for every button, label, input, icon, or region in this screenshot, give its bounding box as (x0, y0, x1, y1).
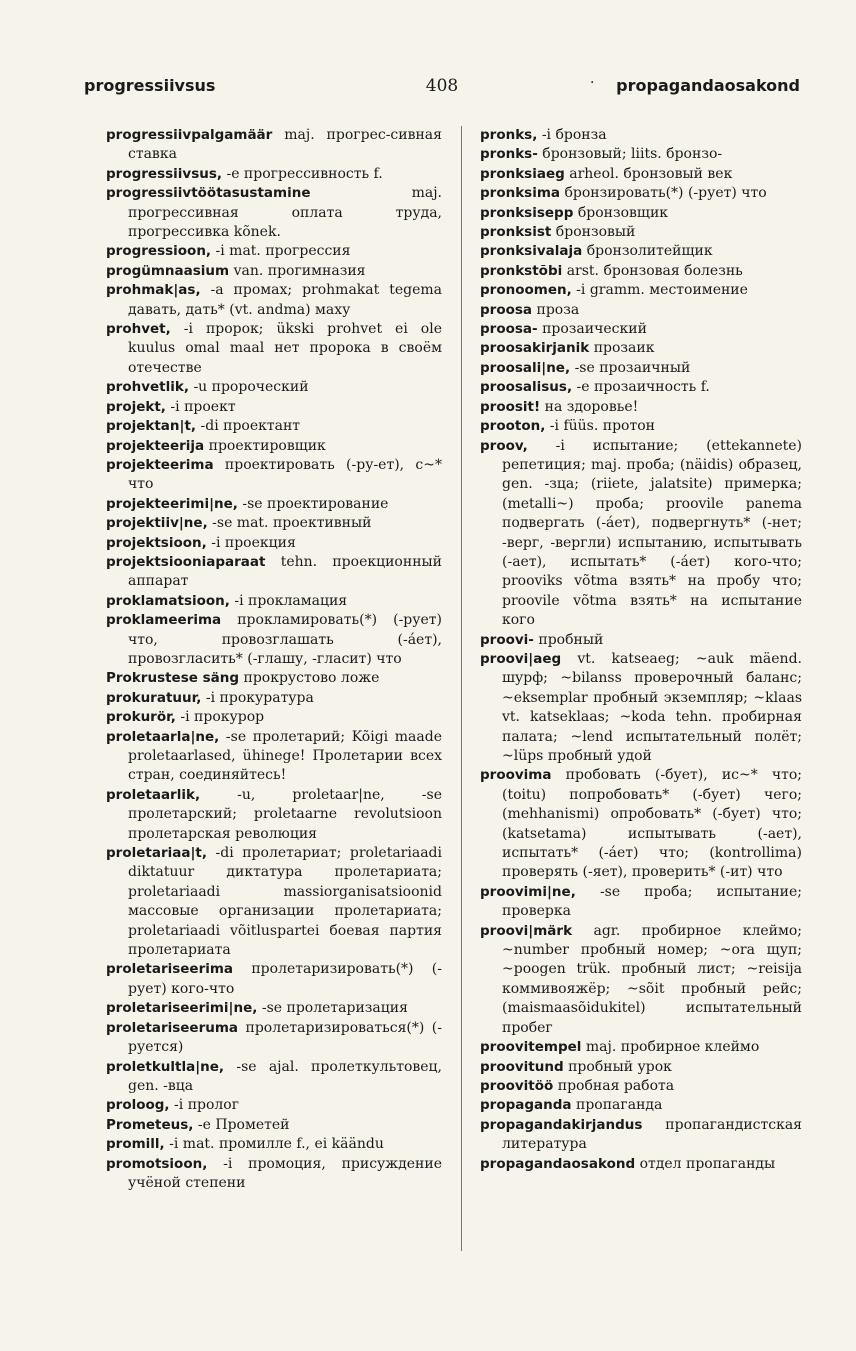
entry-definition: -e прогрессивность f. (226, 165, 383, 182)
entry-headword: proovi|märk (480, 922, 573, 939)
dictionary-entry (106, 1096, 442, 1115)
entry-headword: proletariseeruma (106, 1019, 239, 1036)
dictionary-entry (480, 650, 802, 766)
entry-definition: -i прокурор (180, 709, 265, 726)
entry-definition: проектировать (-ру-ет), с~* что (128, 456, 443, 493)
dictionary-entry (106, 689, 442, 708)
dictionary-entry (480, 1058, 802, 1077)
entry-definition: пролетаризировать(*) (-рует) кого-что (128, 961, 442, 997)
dictionary-entry (480, 883, 802, 922)
dictionary-entry (480, 145, 802, 164)
dictionary-entry (480, 242, 802, 261)
dictionary-entry (106, 999, 442, 1018)
dictionary-entry (106, 553, 442, 592)
dictionary-entry (106, 165, 442, 184)
entry-headword: pronksisepp (480, 204, 574, 221)
entry-headword: proletariseerimi|ne, (106, 1000, 258, 1017)
column-divider (461, 126, 462, 1251)
dictionary-entry (480, 281, 802, 300)
dictionary-entry (106, 495, 442, 514)
entry-headword: proovitempel (480, 1039, 582, 1056)
entry-headword: propagandaosakond (480, 1155, 636, 1172)
dictionary-entry (106, 534, 442, 553)
dictionary-entry (480, 126, 802, 145)
entry-definition: -i gramm. местоимение (576, 282, 748, 299)
dictionary-entry (106, 398, 442, 417)
entry-definition: -se ajal. пролеткультовец, gen. -вца (128, 1058, 442, 1094)
dictionary-entry (106, 126, 442, 165)
entry-headword: progümnaasium (106, 262, 230, 279)
page-header (84, 76, 800, 104)
entry-headword: pronksivalaja (480, 243, 583, 260)
dictionary-entry (106, 320, 442, 378)
page-number: 408 (425, 76, 459, 96)
entry-definition: maj. пробирное клеймо (585, 1039, 760, 1056)
entry-definition: -i пророк; ükski prohvet ei ole kuulus omal maal нет пророка в своём отечестве (128, 321, 443, 376)
dictionary-entry (480, 766, 802, 882)
dictionary-entry (106, 728, 442, 786)
entry-headword: proletaarlik, (106, 786, 201, 803)
entry-headword: proletariaa|t, (106, 845, 207, 862)
entry-headword: proosit! (480, 398, 541, 415)
dictionary-entry (106, 417, 442, 436)
entry-headword: proletariseerima (106, 961, 234, 978)
entry-headword: prohvet, (106, 321, 171, 338)
dictionary-entry (480, 223, 802, 242)
entry-headword: proovimi|ne, (480, 883, 576, 900)
entry-headword: proklameerima (106, 612, 222, 629)
entry-headword: Prokrustese säng (106, 670, 240, 687)
entry-definition: -i проекция (211, 534, 296, 551)
entry-definition: arheol. бронзовый век (569, 165, 733, 182)
entry-definition: -i промоция, присуждение учёной степени (128, 1155, 443, 1191)
dictionary-entry (106, 611, 442, 669)
entry-definition: -i прокламация (234, 592, 348, 609)
entry-headword: pronksiaeg (480, 165, 565, 182)
entry-headword: prokurör, (106, 709, 176, 726)
entry-definition: -u, proletaar|ne, -se пролетарский; proletaarne revolutsioon пролетарская революция (128, 786, 443, 842)
dictionary-entry (106, 514, 442, 533)
entry-definition: -i прокуратура (205, 689, 314, 706)
entry-headword: projekteerimi|ne, (106, 495, 238, 512)
dictionary-entry (106, 262, 442, 281)
entry-definition: agr. пробирное клеймо; ~number пробный номер; ~ora щуп; ~poogen trük. пробный лист; ~reisija коммивояжёр; ~sõit пробный рейс; (maismaasõidukitel) испытательный пробег (502, 922, 802, 1036)
entry-headword: propagandakirjandus (480, 1116, 643, 1133)
dictionary-entry (106, 1135, 442, 1154)
entry-headword: pronkstõbi (480, 262, 563, 279)
entry-definition: -se прозаичный (574, 359, 691, 376)
entry-definition: -i проект (170, 398, 236, 415)
entry-headword: promotsioon, (106, 1155, 208, 1172)
dictionary-entry (106, 242, 442, 261)
entry-definition: проза (536, 301, 580, 318)
entry-definition: бронзовый; liits. бронзо- (542, 146, 723, 163)
entry-definition: пропагандистская литература (502, 1116, 802, 1153)
dictionary-entry (106, 1116, 442, 1135)
entry-definition: maj. прогрессивная оплата труда, прогрессивка kõnek. (128, 185, 442, 241)
entry-definition: -di проектант (200, 418, 301, 435)
entry-definition: -i пролог (174, 1097, 240, 1114)
dictionary-entry (480, 1096, 802, 1115)
dictionary-entry (480, 631, 802, 650)
dictionary-entry (480, 184, 802, 203)
entry-headword: proletaarla|ne, (106, 728, 220, 745)
entry-headword: progressioon, (106, 243, 212, 260)
entry-definition: -a промах; prohmakat tegema давать, дать* (vt. andma) маху (128, 282, 442, 318)
entry-headword: projektsioon, (106, 534, 207, 551)
entry-definition: прокламировать(*) (-рует) что, провозглашать (-áет), провозгласить* (-глашу, -гласит) что (128, 612, 442, 667)
dictionary-entry (106, 378, 442, 397)
entry-headword: pronksist (480, 224, 552, 241)
dictionary-entry (106, 1058, 442, 1097)
entry-headword: proletkultla|ne, (106, 1058, 225, 1075)
entry-definition: бронзолитейщик (586, 243, 713, 260)
entry-definition: прокрустово ложе (243, 670, 380, 687)
entry-headword: proovima (480, 767, 552, 784)
dictionary-entry (480, 1155, 802, 1174)
dictionary-entry (106, 184, 442, 242)
entry-headword: proovitund (480, 1058, 564, 1075)
entry-definition: прозаик (593, 340, 655, 357)
entry-definition: -i mat. промилле f., ei käändu (169, 1136, 384, 1153)
dictionary-entry (106, 960, 442, 999)
entry-definition: -se пролетаризация (261, 1000, 408, 1017)
dictionary-entry (480, 417, 802, 436)
entry-headword: projekt, (106, 398, 166, 415)
entry-headword: progressiivsus, (106, 165, 223, 182)
entry-headword: projektsiooniaparaat (106, 553, 266, 570)
dictionary-entry (480, 922, 802, 1038)
entry-headword: promill, (106, 1136, 165, 1153)
entry-definition: бронзовый (555, 224, 636, 241)
entry-definition: пробный урок (568, 1058, 672, 1075)
entry-headword: projektan|t, (106, 418, 197, 435)
dictionary-entry (106, 1019, 442, 1058)
entry-headword: proovi- (480, 631, 534, 648)
entry-definition: -se проектирование (242, 495, 389, 512)
dictionary-entry (480, 398, 802, 417)
header-last-word: propagandaosakond (616, 76, 800, 95)
dictionary-entry (106, 708, 442, 727)
entry-definition: отдел пропаганды (639, 1155, 776, 1172)
dictionary-entry (106, 844, 442, 960)
entry-definition: maj. прогрес-сивная ставка (128, 127, 442, 163)
dictionary-entry (480, 1077, 802, 1096)
dictionary-entry (480, 165, 802, 184)
entry-headword: Prometeus, (106, 1116, 194, 1133)
dictionary-entry (480, 301, 802, 320)
entry-definition: -se mat. проективный (212, 515, 372, 532)
entry-headword: pronoomen, (480, 282, 572, 299)
dictionary-entry (480, 359, 802, 378)
entry-definition: прозаический (542, 321, 647, 338)
dictionary-entry (106, 1155, 442, 1194)
entry-definition: пробовать (-бует), ис~* что; (toitu) попробовать* (-бует) чего; (mehhanismi) опробовать* (-бует) что; (katsetama) испытывать (-ает), испытать* (-áет) что; (kontrollima) проверять (-яет), проверить* (-ит) что (502, 767, 802, 881)
dictionary-entry (480, 1038, 802, 1057)
dictionary-entry (480, 339, 802, 358)
entry-definition: -i бронза (541, 127, 607, 143)
dictionary-entry (106, 669, 442, 688)
entry-definition: пролетаризироваться(*) (-руется) (128, 1019, 442, 1056)
dictionary-entry (480, 262, 802, 281)
entry-headword: proosakirjanik (480, 340, 590, 357)
entry-headword: pronks, (480, 127, 538, 143)
dictionary-entry (480, 378, 802, 397)
entry-headword: proovi|aeg (480, 650, 562, 667)
dictionary-entry (480, 204, 802, 223)
entry-headword: pronksima (480, 185, 561, 202)
header-first-word: progressiivsus (84, 76, 216, 95)
entry-definition: -e прозаичность f. (576, 379, 710, 396)
entry-definition: проектировщик (208, 437, 326, 454)
left-column (106, 126, 442, 1193)
entry-definition: на здоровье! (544, 398, 639, 415)
entry-headword: proosalisus, (480, 379, 573, 396)
dictionary-entry (480, 437, 802, 631)
dictionary-entry (106, 786, 442, 844)
entry-definition: -i mat. прогрессия (215, 243, 351, 260)
entry-definition: vt. katseaeg; ~auk mäend. шурф; ~bilanss проверочный баланс; ~eksemplar пробный экземпляр; ~klaas vt. katseklaas; ~koda tehn. пробирная палата; ~lend испытательный полёт; ~lüps пробный удой (502, 650, 802, 764)
entry-headword: propaganda (480, 1097, 572, 1114)
entry-definition: -u пророческий (193, 379, 309, 396)
entry-definition: -se пролетарий; Kõigi maade proletaarlased, ühinege! Пролетарии всех стран, соединяйтесь! (128, 728, 443, 784)
entry-headword: proloog, (106, 1097, 170, 1114)
header-dot: · (590, 75, 595, 91)
entry-headword: pronks- (480, 146, 538, 163)
dictionary-entry (480, 320, 802, 339)
entry-definition: -i испытание; (ettekannete) репетиция; maj. проба; (näidis) образец, gen. -зца; (riiete, jalatsite) примерка; (metalli~) проба; proovile panema подвергать (-áет), подвергнуть* (-нет; -верг, -вергли) испытанию, испытывать (-ает), испытать* (-áет) кого-что; prooviks võtma взять* на пробу что; proovile võtma взять* на испытание кого (502, 437, 802, 629)
entry-definition: бронзовщик (577, 204, 669, 221)
entry-headword: progressiivtöötasustamine (106, 185, 311, 202)
entry-definition: пробный (538, 631, 604, 648)
entry-headword: proov, (480, 437, 528, 454)
entry-definition: -i füüs. протон (549, 418, 655, 435)
entry-headword: projektiiv|ne, (106, 515, 208, 532)
entry-definition: бронзировать(*) (-рует) что (564, 185, 767, 202)
entry-definition: пробная работа (557, 1077, 675, 1094)
entry-definition: -e Прометей (197, 1116, 290, 1133)
entry-headword: projekteerima (106, 456, 214, 473)
dictionary-entry (106, 592, 442, 611)
entry-headword: prooton, (480, 418, 546, 435)
entry-headword: proosali|ne, (480, 359, 571, 376)
entry-headword: prohvetlik, (106, 379, 189, 396)
entry-definition: -se проба; испытание; проверка (502, 883, 803, 920)
entry-headword: projekteerija (106, 437, 205, 454)
dictionary-entry (480, 1116, 802, 1155)
dictionary-entry (106, 456, 442, 495)
entry-headword: progressiivpalgamäär (106, 127, 273, 143)
entry-definition: -di пролетариат; proletariaadi diktatuur диктатура пролетариата; proletariaadi massiorganisatsioonid массовые организации пролетариата; proletariaadi võitluspartei боевая партия пролетариата (128, 845, 442, 959)
entry-headword: proklamatsioon, (106, 592, 230, 609)
entry-headword: proovitöö (480, 1077, 554, 1094)
right-column (480, 126, 802, 1174)
entry-definition: пропаганда (575, 1097, 663, 1114)
entry-headword: proosa- (480, 321, 538, 338)
entry-headword: prohmak|as, (106, 282, 201, 299)
entry-definition: tehn. проекционный аппарат (128, 553, 442, 590)
entry-headword: proosa (480, 301, 533, 318)
entry-definition: arst. бронзовая болезнь (566, 262, 743, 279)
entry-definition: van. прогимназия (233, 262, 366, 279)
entry-headword: prokuratuur, (106, 689, 202, 706)
dictionary-entry (106, 281, 442, 320)
dictionary-entry (106, 437, 442, 456)
